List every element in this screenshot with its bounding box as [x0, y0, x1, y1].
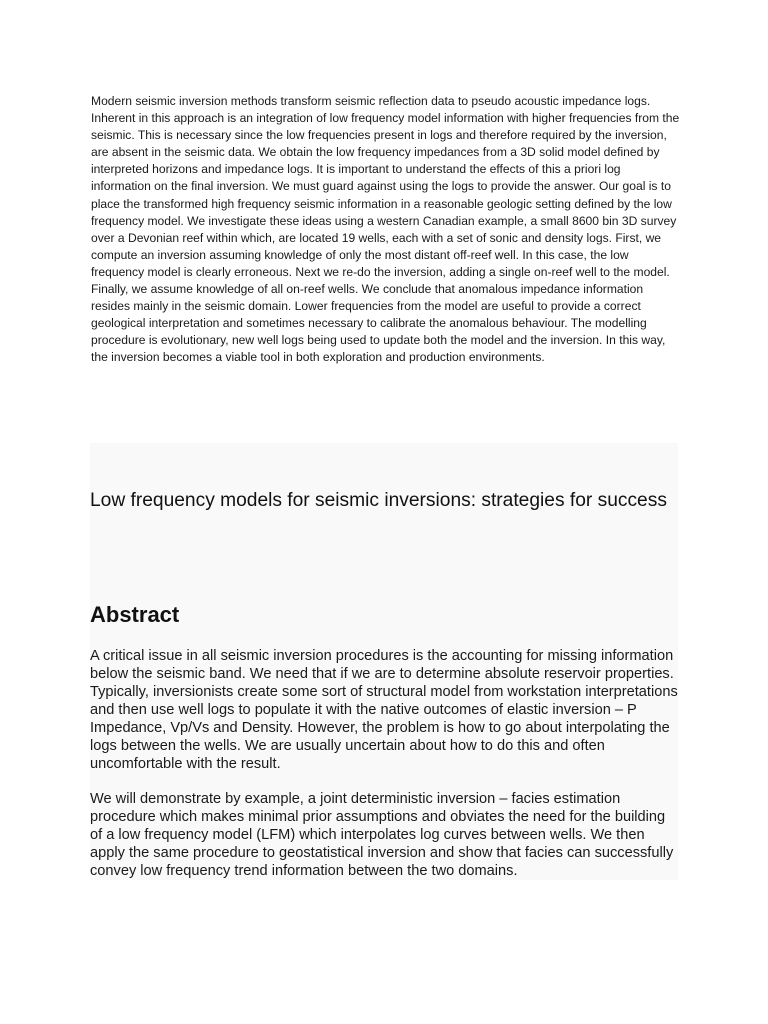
intro-paragraph: Modern seismic inversion methods transform seismic reflection data to pseudo acoustic impedance logs. Inherent in this approach is an integration of low frequency model information with higher frequencies from the seismic. This is necessary since the low frequencies present in logs and therefore required by the inversion, are absent in the seismic data. We obtain the low frequency impedances from a 3D solid model defined by interpreted horizons and impedance logs. It is important to understand the effects of this a priori log information on the final inversion. We must guard against using the logs to provide the answer. Our goal is to place the transformed high frequency seismic information in a reasonable geologic setting defined by the low frequency model. We investigate these ideas using a western Canadian example, a small 8600 bin 3D survey over a Devonian reef within which, are located 19 wells, each with a set of sonic and density logs. First, we compute an inversion assuming knowledge of only the most distant off-reef well. In this case, the low frequency model is clearly erroneous. Next we re-do the inversion, adding a single on-reef well to the model. Finally, we assume knowledge of all on-reef wells. We conclude that anomalous impedance information resides mainly in the seismic domain. Lower frequencies from the model are useful to provide a correct geological interpretation and sometimes necessary to calibrate the anomalous behaviour. The modelling procedure is evolutionary, new well logs being used to update both the model and the inversion. In this way, the inversion becomes a viable tool in both exploration and production environments. [91, 94, 680, 365]
abstract-paragraph-1: A critical issue in all seismic inversion procedures is the accounting for missing information below the seismic band. We need that if we are to determine absolute reservoir properties. Typically, inversionists create some sort of structural model from workstation interpretations and then use well logs to populate it with the native outcomes of elastic inversion – P Impedance, Vp/Vs and Density. However, the problem is how to go about interpolating the logs between the wells. We are usually uncertain about how to do this and often uncomfortable with the result. [90, 648, 678, 772]
abstract-paragraph-2: We will demonstrate by example, a joint deterministic inversion – facies estimation procedure which makes minimal prior assumptions and obviates the need for the building of a low frequency model (LFM) which interpolates log curves between wells. We then apply the same procedure to geostatistical inversion and show that facies can successfully convey low frequency trend information between the two domains. [90, 791, 674, 879]
article-panel [90, 443, 678, 880]
article-title: Low frequency models for seismic inversions: strategies for success [90, 490, 667, 511]
abstract-heading: Abstract [90, 602, 180, 627]
